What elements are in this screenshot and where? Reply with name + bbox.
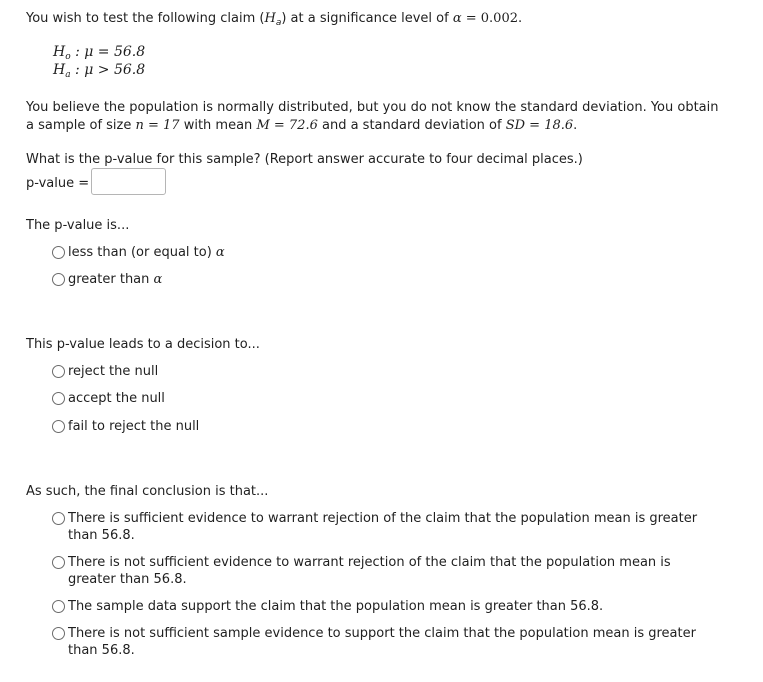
option-label: The sample data support the claim that the population mean is greater than 56.8. <box>68 599 604 614</box>
option-conclusion-4[interactable] <box>52 625 712 659</box>
option-conclusion-2[interactable] <box>52 554 712 588</box>
option-conclusion-1[interactable] <box>52 510 712 544</box>
option-label: accept the null <box>68 391 165 406</box>
desc-mean-label: with mean <box>179 118 257 133</box>
alpha-value: = 0.002. <box>461 11 523 26</box>
option-label <box>68 244 225 261</box>
description-line-1: You believe the population is normally distributed, but you do not know the standard deviation. You obtain <box>26 100 719 115</box>
option-reject-null[interactable] <box>52 363 158 380</box>
option-label <box>68 271 162 288</box>
option-accept-null[interactable] <box>52 390 165 407</box>
desc-sd-label: and a standard deviation of <box>317 118 506 133</box>
mean-expr: M = 72.6 <box>256 118 318 133</box>
option-label: There is not sufficient evidence to warrant rejection of the claim that the population mean is greater than 56.8. <box>68 555 671 587</box>
alpha-symbol: α <box>452 11 462 26</box>
option-less-than-alpha[interactable] <box>52 244 225 261</box>
pvalue-input[interactable] <box>91 168 166 195</box>
ha-expression: : μ > 56.8 <box>70 62 146 78</box>
alpha-glyph: α <box>153 272 163 287</box>
ha-letter: H <box>53 62 66 78</box>
pvalue-prompt: The p-value is... <box>26 218 130 233</box>
option-label: reject the null <box>68 364 159 379</box>
option-greater-than-alpha[interactable] <box>52 271 162 288</box>
alpha-glyph: α <box>215 245 225 260</box>
alternative-hypothesis <box>53 62 145 84</box>
question-text: What is the p-value for this sample? (Report answer accurate to four decimal places.) <box>26 152 583 167</box>
radio-button[interactable] <box>52 273 65 286</box>
claim-intro <box>26 10 522 32</box>
decision-prompt: This p-value leads to a decision to... <box>26 337 260 352</box>
pvalue-input-label: p-value = <box>26 176 90 191</box>
ha-subscript-2: a <box>65 70 71 80</box>
option-text: greater than <box>68 272 154 287</box>
option-label: There is sufficient evidence to warrant rejection of the claim that the population mean is greater than 56.8. <box>68 511 698 543</box>
h0-expression: : μ = 56.8 <box>70 44 146 60</box>
description-line-2 <box>26 117 577 134</box>
radio-button[interactable] <box>52 365 65 378</box>
intro-text-pre: You wish to test the following claim ( <box>26 11 265 26</box>
radio-button[interactable] <box>52 392 65 405</box>
radio-button[interactable] <box>52 420 65 433</box>
h0-subscript: o <box>65 52 71 62</box>
sample-size-expr: n = 17 <box>135 118 180 133</box>
radio-button[interactable] <box>52 600 65 613</box>
radio-button[interactable] <box>52 246 65 259</box>
option-conclusion-3[interactable] <box>52 598 712 615</box>
sd-expr: SD = 18.6 <box>505 118 574 133</box>
h0-letter: H <box>53 44 66 60</box>
desc-sample-size-label: a sample of size <box>26 118 136 133</box>
conclusion-prompt: As such, the final conclusion is that... <box>26 484 269 499</box>
radio-button[interactable] <box>52 627 65 640</box>
option-text: less than (or equal to) <box>68 245 216 260</box>
radio-button[interactable] <box>52 556 65 569</box>
option-label: There is not sufficient sample evidence to support the claim that the population mean is greater than 56.8. <box>68 626 696 658</box>
intro-text-mid: ) at a significance level of <box>281 11 453 26</box>
option-label: fail to reject the null <box>68 419 200 434</box>
radio-button[interactable] <box>52 512 65 525</box>
desc-period: . <box>573 118 578 133</box>
ha-symbol: H <box>264 11 276 26</box>
option-fail-to-reject-null[interactable] <box>52 418 199 435</box>
ha-subscript: a <box>275 18 282 28</box>
